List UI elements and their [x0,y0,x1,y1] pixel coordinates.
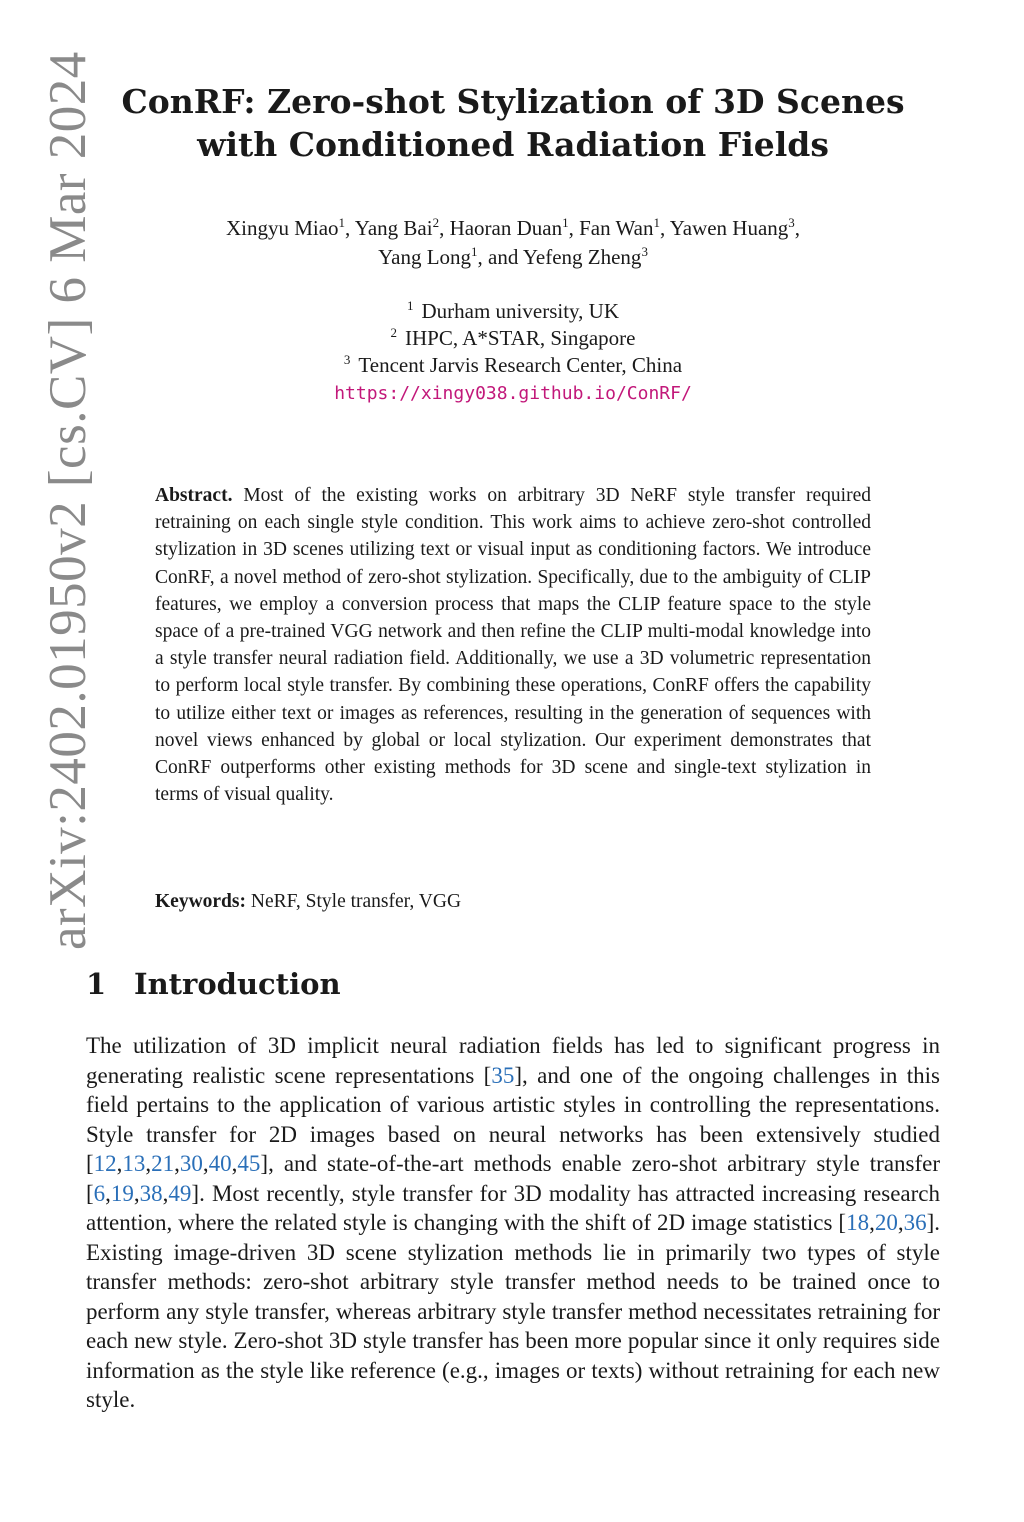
citation-link[interactable]: 18 [846,1210,870,1235]
citation-link[interactable]: 21 [151,1151,175,1176]
affiliations [200,298,826,407]
author-name: Yang Bai [354,216,433,240]
abstract [155,482,871,808]
author-name: Yawen Huang [669,216,789,240]
author-name: Yang Long [378,245,472,269]
paper-title: ConRF: Zero-shot Stylization of 3D Scenes with Conditioned Radiation Fields [121,82,905,164]
author-affiliation-mark: 1 [562,215,569,230]
project-url-link[interactable]: https://xingy038.github.io/ConRF/ [334,383,692,404]
citation-link[interactable]: 30 [179,1151,203,1176]
citation-link[interactable]: 19 [110,1180,134,1206]
citation-link[interactable]: 49 [168,1180,192,1206]
keywords [155,888,871,915]
citation-link[interactable]: 40 [208,1151,232,1176]
author-affiliation-mark: 1 [653,215,660,230]
citation-link[interactable]: 6 [93,1180,106,1206]
citation-link[interactable]: 36 [903,1210,927,1235]
abstract-label: Abstract. [155,485,233,506]
keywords-text: NeRF, Style transfer, VGG [250,891,462,912]
author-affiliation-mark: 1 [338,215,346,230]
author-name: Xingyu Miao [225,216,339,240]
citation-link[interactable]: 45 [237,1151,261,1176]
author-affiliation-mark: 1 [471,244,478,259]
author-name: Haoran Duan [449,216,563,240]
keywords-label: Keywords: [155,891,246,912]
author-name: Fan Wan [579,216,654,240]
citation-link[interactable]: 35 [491,1062,515,1088]
author-affiliation-mark: 3 [641,244,648,259]
affiliation-1: $^1$ Durham university, UK [406,298,620,323]
citation-link[interactable]: 12 [93,1151,117,1176]
affiliation-3: $^3$ Tencent Jarvis Research Center, China [343,352,683,377]
author-name: Yefeng Zheng [522,245,642,269]
affiliation-2: $^2$ IHPC, A*STAR, Singapore [390,325,636,350]
arxiv-identifier-stamp: arXiv:2402.01950v2 [cs.CV] 6 Mar 2024 [39,51,97,950]
citation-link[interactable]: 13 [122,1151,146,1176]
citation-link[interactable]: 38 [139,1180,163,1206]
section-number: 1 [86,967,107,1001]
author-list: Xingyu Miao$^1$, Yang Bai$^2$, Haoran Duan$^1$, Fan Wan$^1$, Yawen Huang$^3$, Yang Long$^1$, and Yefeng Zheng$^3$ [225,215,801,269]
author-affiliation-mark: 2 [432,215,440,230]
section-title: Introduction [134,967,341,1001]
citation-link[interactable]: 20 [874,1210,898,1235]
introduction-paragraph: The utilization of 3D implicit neural radiation fields has led to significant progress in generating realistic scene representations [35], and one of the ongoing challenges in this field pertains to the application of various artistic styles in controlling the representations. Style transfer for 2D images based on neural networks has been extensively studied [12,13,21,30,40,45], and state-of-the-art methods enable zero-shot arbitrary style transfer [6,19,38,49]. Most recently, style transfer for 3D modality has attracted increasing research attention, where the related style is changing with the shift of 2D image statistics [18,20,36]. Existing image-driven 3D scene stylization methods lie in primarily two types of style transfer methods: zero-shot arbitrary style transfer method needs to be trained once to perform any style transfer, whereas arbitrary style transfer method necessitates retraining for each new style. Zero-shot 3D style transfer has been more popular since it only requires side information as the style like reference (e.g., images or texts) without retraining for each new style. [86,1033,940,1412]
author-affiliation-mark: 3 [788,215,795,230]
section-heading-introduction [86,964,341,1004]
abstract-text: Most of the existing works on arbitrary 3D NeRF style transfer required retraining on each single style condition. This work aims to achieve zero-shot controlled stylization in 3D scenes utilizing text or visual input as conditioning factors. We introduce ConRF, a novel method of zero-shot stylization. Specifically, due to the ambiguity of CLIP features, we employ a conversion process that maps the CLIP feature space to the style space of a pre-trained VGG network and then refine the CLIP multi-modal knowledge into a style transfer neural radiation field. Additionally, we use a 3D volumetric representation to perform local style transfer. By combining these operations, ConRF offers the capability to utilize either text or images as references, resulting in the generation of sequences with novel views enhanced by global or local stylization. Our experiment demonstrates that ConRF outperforms other existing methods for 3D scene and single-text stylization in terms of visual quality. [155,485,872,806]
